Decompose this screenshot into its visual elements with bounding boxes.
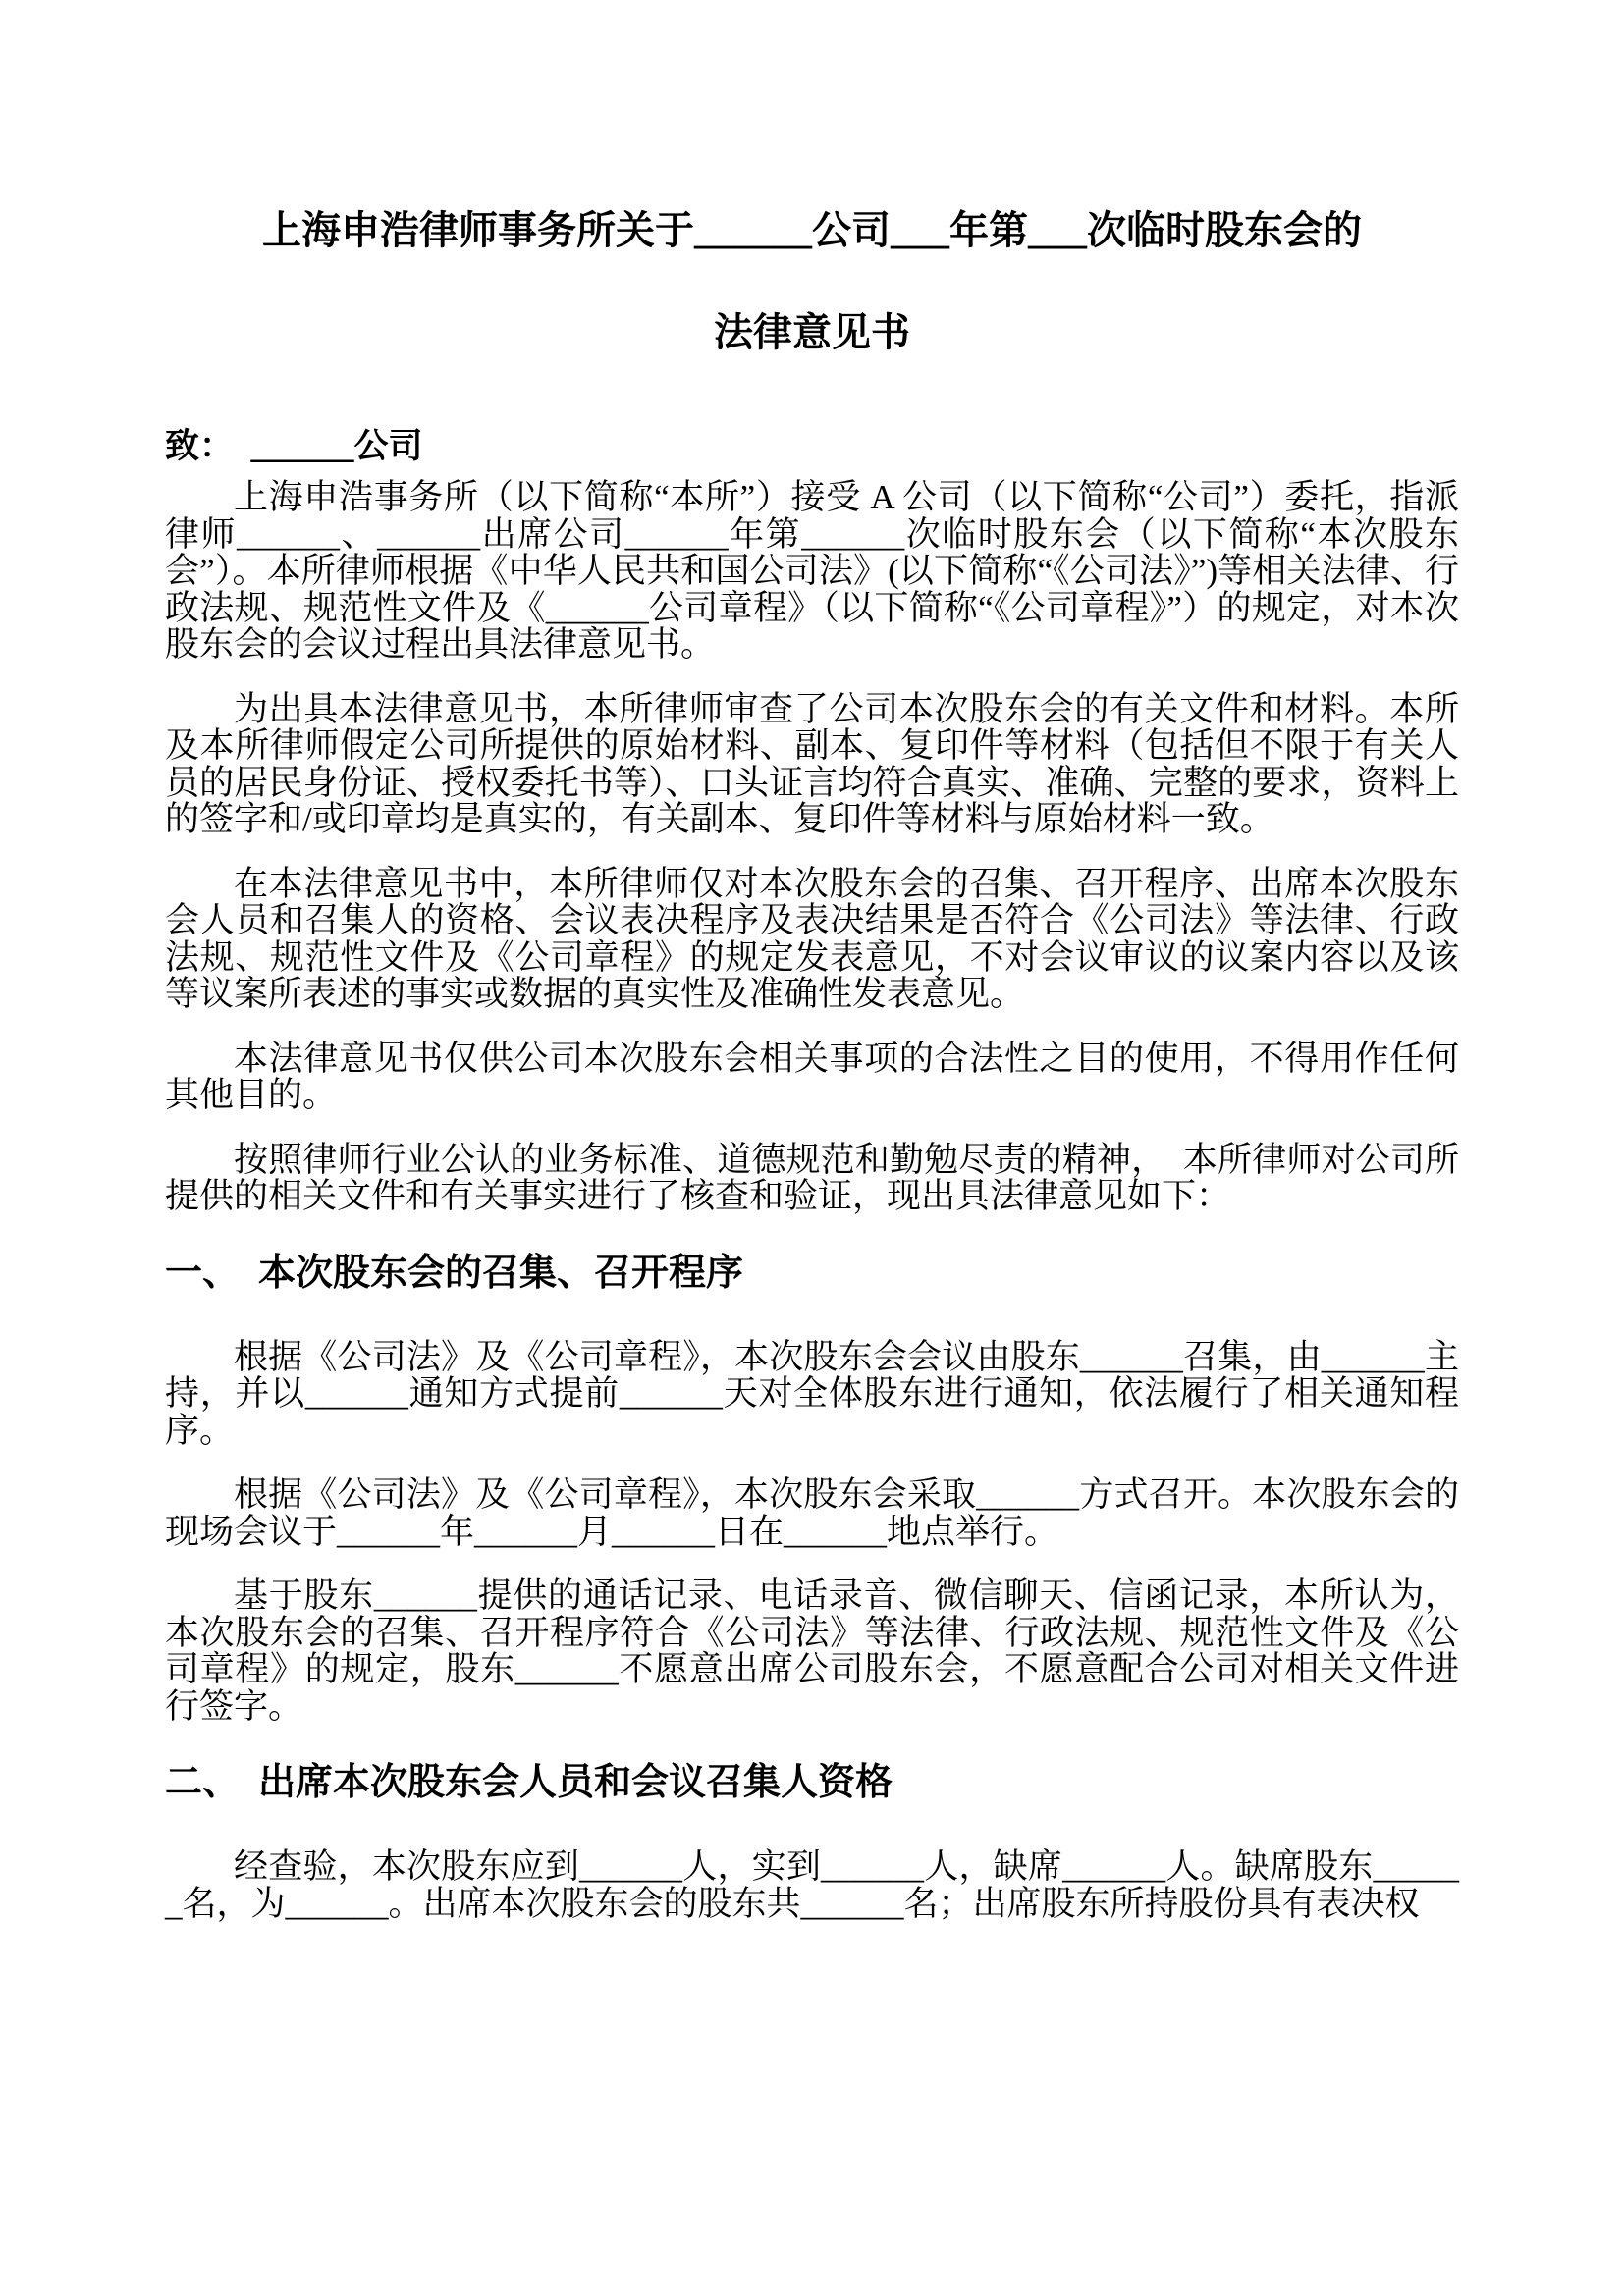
intro-paragraph-usage-restriction: 本法律意见书仅供公司本次股东会相关事项的合法性之目的使用，不得用作任何其他目的。: [165, 1039, 1459, 1114]
document-title-line-1: 上海申浩律师事务所关于______公司___年第___次临时股东会的: [262, 208, 1362, 252]
section-2-paragraph-attendance: 经查验，本次股东应到______人，实到______人，缺席______人。缺席股东______名，为______。出席本次股东会的股东共______名；出席股东所持股份具有表决权: [165, 1847, 1459, 1923]
section-1-paragraph-convening: 根据《公司法》及《公司章程》，本次股东会会议由股东______召集，由______主持，并以______通知方式提前______天对全体股东进行通知，依法履行了相关通知程序。: [165, 1337, 1459, 1450]
intro-paragraph-engagement: 上海申浩事务所（以下简称“本所”）接受 A 公司（以下简称“公司”）委托，指派律师______、______出席公司______年第______次临时股东会（以下简称“本次股东会”）。本所律师根据《中华人民共和国公司法》(以下简称“《公司法》”)等相关法律、行政法规、规范性文件及《______公司章程》（以下简称“《公司章程》”）的规定，对本次股东会的会议过程出具法律意见书。: [165, 478, 1459, 664]
section-1-heading: 一、 本次股东会的召集、召开程序: [165, 1252, 744, 1294]
salutation-line: 致： ______公司: [165, 427, 423, 465]
section-1-paragraph-meeting-method: 根据《公司法》及《公司章程》，本次股东会采取______方式召开。本次股东会的现场会议于______年______月______日在______地点举行。: [165, 1475, 1459, 1551]
intro-paragraph-opinion-lead-in: 按照律师行业公认的业务标准、道德规范和勤勉尽责的精神， 本所律师对公司所提供的相关文件和有关事实进行了核查和验证，现出具法律意见如下：: [165, 1140, 1459, 1215]
document-title-line-2: 法律意见书: [714, 310, 910, 354]
section-2-heading: 二、 出席本次股东会人员和会议召集人资格: [165, 1762, 893, 1803]
intro-paragraph-materials-review: 为出具本法律意见书，本所律师审查了公司本次股东会的有关文件和材料。本所及本所律师假定公司所提供的原始材料、副本、复印件等材料（包括但不限于有关人员的居民身份证、授权委托书等）、口头证言均符合真实、准确、完整的要求，资料上的签字和/或印章均是真实的，有关副本、复印件等材料与原始材料一致。: [165, 689, 1459, 838]
section-1-paragraph-records-conclusion: 基于股东______提供的通话记录、电话录音、微信聊天、信函记录，本所认为，本次股东会的召集、召开程序符合《公司法》等法律、行政法规、规范性文件及《公司章程》的规定，股东______不愿意出席公司股东会，不愿意配合公司对相关文件进行签字。: [165, 1576, 1459, 1726]
intro-paragraph-scope: 在本法律意见书中，本所律师仅对本次股东会的召集、召开程序、出席本次股东会人员和召集人的资格、会议表决程序及表决结果是否符合《公司法》等法律、行政法规、规范性文件及《公司章程》的规定发表意见，不对会议审议的议案内容以及该等议案所表述的事实或数据的真实性及准确性发表意见。: [165, 864, 1459, 1013]
